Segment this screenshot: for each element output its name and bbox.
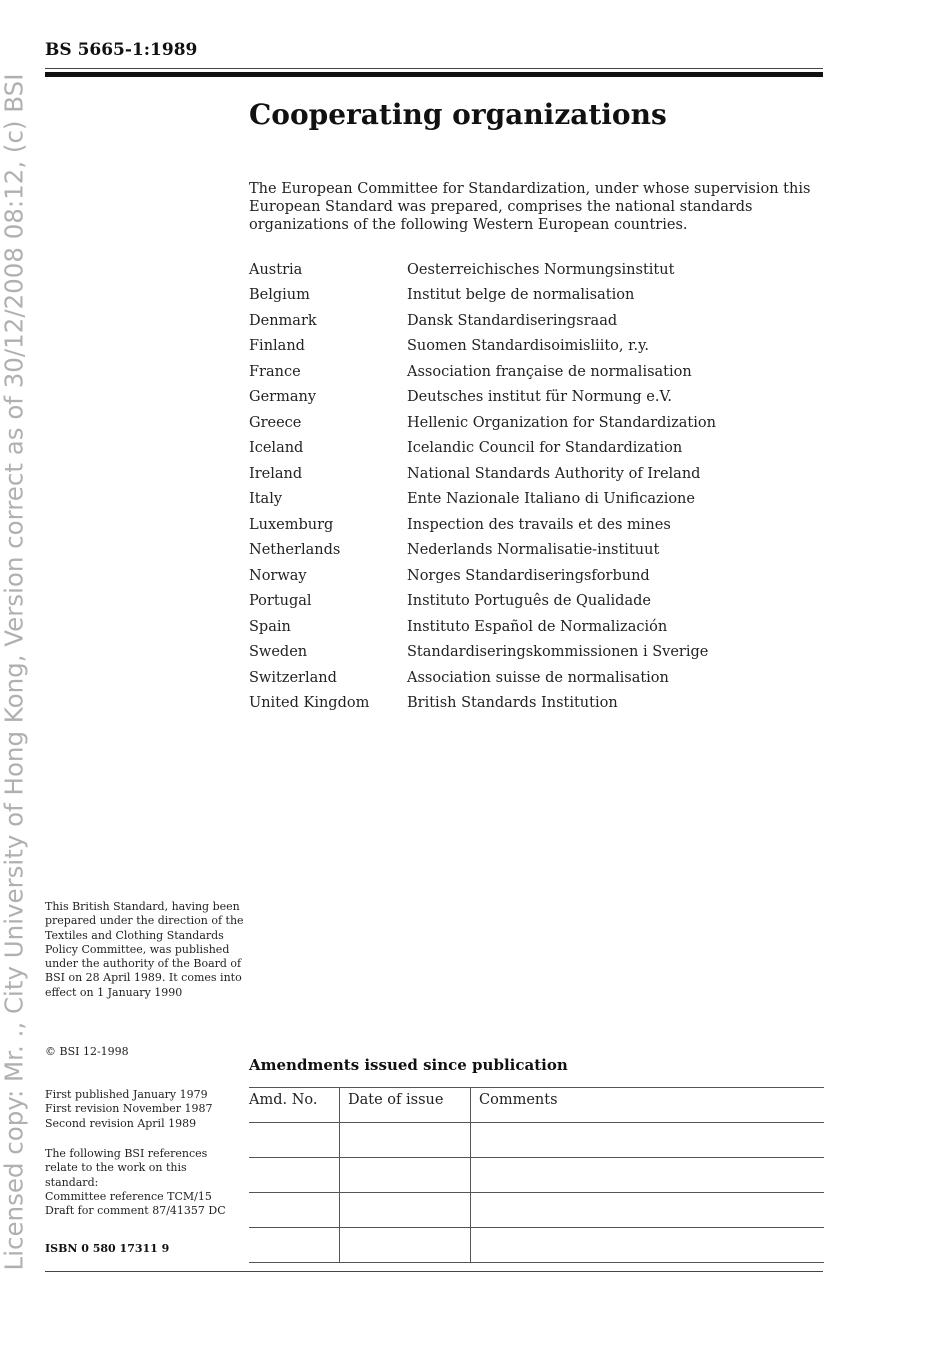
country-name: Netherlands — [249, 542, 341, 559]
organization-name: British Standards Institution — [407, 695, 618, 712]
organization-name: Association française de normalisation — [407, 363, 692, 380]
history-line: First revision November 1987 — [45, 1102, 213, 1116]
list-item — [249, 436, 829, 462]
list-item — [249, 589, 829, 615]
page-title: Cooperating organizations — [249, 98, 667, 131]
country-name: France — [249, 363, 301, 380]
country-name: Spain — [249, 618, 291, 635]
history-line: First published January 1979 — [45, 1088, 208, 1101]
organization-name: National Standards Authority of Ireland — [407, 465, 701, 482]
reference-line: standard: — [45, 1175, 99, 1189]
organization-name: Deutsches institut für Normung e.V. — [407, 389, 673, 406]
table-cell — [471, 1158, 825, 1193]
isbn: ISBN 0 580 17311 9 — [45, 1242, 170, 1255]
list-item — [249, 334, 829, 360]
country-name: Germany — [249, 389, 317, 406]
country-name: Norway — [249, 567, 307, 584]
country-name: United Kingdom — [249, 695, 370, 712]
organization-name: Suomen Standardisoimisliito, r.y. — [407, 338, 649, 355]
table-row — [249, 1123, 824, 1158]
copyright-notice: © BSI 12-1998 — [45, 1045, 129, 1058]
country-name: Greece — [249, 414, 302, 431]
table-cell — [340, 1123, 471, 1158]
country-name: Sweden — [249, 644, 308, 661]
reference-line: Committee reference TCM/15 — [45, 1189, 212, 1203]
table-cell — [340, 1228, 471, 1263]
list-item — [249, 563, 829, 589]
list-item — [249, 640, 829, 666]
list-item — [249, 512, 829, 538]
organization-list — [249, 257, 829, 716]
country-name: Luxemburg — [249, 516, 334, 533]
table-row — [249, 1228, 824, 1263]
publication-history — [45, 1088, 213, 1131]
list-item — [249, 487, 829, 513]
table-cell — [249, 1193, 340, 1228]
table-cell — [249, 1228, 340, 1263]
organization-name: Dansk Standardiseringsraad — [407, 312, 618, 329]
table-row — [249, 1158, 824, 1193]
list-item — [249, 538, 829, 564]
column-header-comments: Comments — [471, 1088, 825, 1123]
license-watermark — [0, 0, 30, 1345]
list-item — [249, 614, 829, 640]
country-name: Italy — [249, 491, 283, 508]
reference-line: relate to the work on this — [45, 1161, 187, 1175]
organization-name: Standardiseringskommissionen i Sverige — [407, 644, 709, 661]
organization-name: Inspection des travails et des mines — [407, 516, 671, 533]
history-line: Second revision April 1989 — [45, 1116, 197, 1130]
country-name: Denmark — [249, 312, 317, 329]
list-item — [249, 359, 829, 385]
country-name: Portugal — [249, 593, 312, 610]
country-name: Switzerland — [249, 669, 337, 686]
list-item — [249, 665, 829, 691]
list-item — [249, 410, 829, 436]
country-name: Belgium — [249, 287, 310, 304]
organization-name: Instituto Português de Qualidade — [407, 593, 651, 610]
bsi-references — [45, 1147, 226, 1218]
column-header-date-of-issue: Date of issue — [340, 1088, 471, 1123]
publication-statement: This British Standard, having been prepared under the direction of the Textiles and Clothing Standards Policy Committee, was published under the authority of the Board of BSI on 28 April 1989. It comes into effect on 1 January 1990 — [45, 900, 244, 999]
watermark-text: Licensed copy: Mr. ., City University of Hong Kong, Version correct as of 30/12/2008 08:12, (c) BSI — [0, 73, 29, 1271]
list-item — [249, 283, 829, 309]
organization-name: Ente Nazionale Italiano di Unificazione — [407, 491, 695, 508]
intro-paragraph: The European Committee for Standardization, under whose supervision this European Standard was prepared, comprises the national standards organizations of the following Western European countries. — [249, 181, 811, 233]
organization-name: Norges Standardiseringsforbund — [407, 567, 650, 584]
table-cell — [340, 1158, 471, 1193]
header-rule-thin — [45, 68, 823, 69]
country-name: Finland — [249, 338, 305, 355]
country-name: Austria — [249, 261, 303, 278]
list-item — [249, 385, 829, 411]
list-item — [249, 257, 829, 283]
organization-name: Hellenic Organization for Standardization — [407, 414, 716, 431]
organization-name: Nederlands Normalisatie-instituut — [407, 542, 660, 559]
table-cell — [249, 1158, 340, 1193]
amendments-heading: Amendments issued since publication — [249, 1056, 568, 1074]
country-name: Ireland — [249, 465, 303, 482]
list-item — [249, 691, 829, 717]
amendments-header-row — [249, 1088, 824, 1123]
table-cell — [471, 1228, 825, 1263]
table-cell — [340, 1193, 471, 1228]
organization-name: Icelandic Council for Standardization — [407, 440, 683, 457]
organization-name: Institut belge de normalisation — [407, 287, 635, 304]
table-cell — [249, 1123, 340, 1158]
document-code: BS 5665-1:1989 — [45, 40, 198, 60]
organization-name: Instituto Español de Normalización — [407, 618, 668, 635]
footer-rule — [45, 1271, 823, 1272]
column-header-amd-no: Amd. No. — [249, 1088, 340, 1123]
list-item — [249, 308, 829, 334]
header-rule-thick — [45, 72, 823, 77]
amendments-table — [249, 1087, 824, 1263]
reference-line: Draft for comment 87/41357 DC — [45, 1204, 226, 1218]
table-row — [249, 1193, 824, 1228]
reference-line: The following BSI references — [45, 1147, 208, 1160]
organization-name: Association suisse de normalisation — [407, 669, 669, 686]
table-cell — [471, 1193, 825, 1228]
table-cell — [471, 1123, 825, 1158]
list-item — [249, 461, 829, 487]
sidebar-statement — [45, 900, 245, 1000]
country-name: Iceland — [249, 440, 304, 457]
organization-name: Oesterreichisches Normungsinstitut — [407, 261, 675, 278]
